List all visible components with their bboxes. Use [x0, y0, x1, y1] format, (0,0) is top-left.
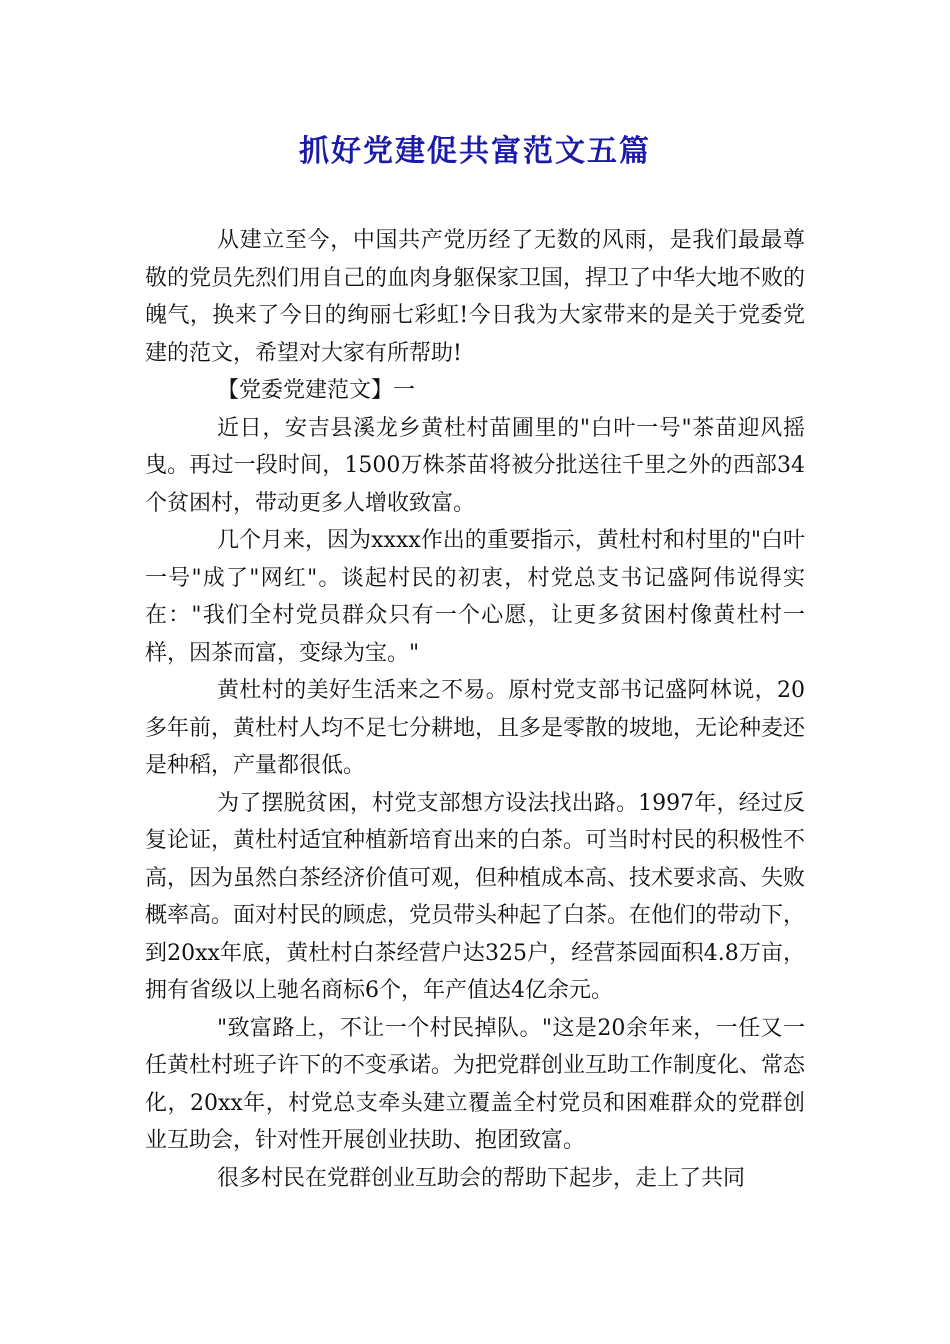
paragraph: "致富路上，不让一个村民掉队。"这是20余年来，一任又一任黄杜村班子许下的不变承诺。为把党群创业互助工作制度化、常态化，20xx年，村党总支牵头建立覆盖全村党员和困难群众的党群创业互助会，针对性开展创业扶助、抱团致富。	[145, 1015, 806, 1153]
document-title: 抓好党建促共富范文五篇	[299, 134, 651, 169]
paragraph: 黄杜村的美好生活来之不易。原村党支部书记盛阿林说，20多年前，黄杜村人均不足七分耕地，且多是零散的坡地，无论种麦还是种稻，产量都很低。	[145, 678, 806, 778]
section-heading: 【党委党建范文】一	[217, 378, 416, 403]
paragraph: 从建立至今，中国共产党历经了无数的风雨，是我们最最尊敬的党员先烈们用自己的血肉身躯保家卫国，捍卫了中华大地不败的魄气，换来了今日的绚丽七彩虹!今日我为大家带来的是关于党委党建的范文，希望对大家有所帮助!	[145, 228, 806, 366]
paragraph: 很多村民在党群创业互助会的帮助下起步，走上了共同	[217, 1165, 746, 1191]
paragraph: 几个月来，因为xxxx作出的重要指示，黄杜村和村里的"白叶一号"成了"网红"。谈起村民的初衷，村党总支书记盛阿伟说得实在："我们全村党员群众只有一个心愿，让更多贫困村像黄杜村一样，因茶而富，变绿为宝。"	[145, 528, 805, 666]
document-body	[145, 222, 805, 1197]
paragraph: 为了摆脱贫困，村党支部想方设法找出路。1997年，经过反复论证，黄杜村适宜种植新培育出来的白茶。可当时村民的积极性不高，因为虽然白茶经济价值可观，但种植成本高、技术要求高、失败概率高。面对村民的顾虑，党员带头种起了白茶。在他们的带动下，到20xx年底，黄杜村白茶经营户达325户，经营茶园面积4.8万亩，拥有省级以上驰名商标6个，年产值达4亿余元。	[145, 790, 806, 1003]
paragraph: 近日，安吉县溪龙乡黄杜村苗圃里的"白叶一号"茶苗迎风摇曳。再过一段时间，1500万株茶苗将被分批送往千里之外的西部34个贫困村，带动更多人增收致富。	[145, 415, 806, 516]
